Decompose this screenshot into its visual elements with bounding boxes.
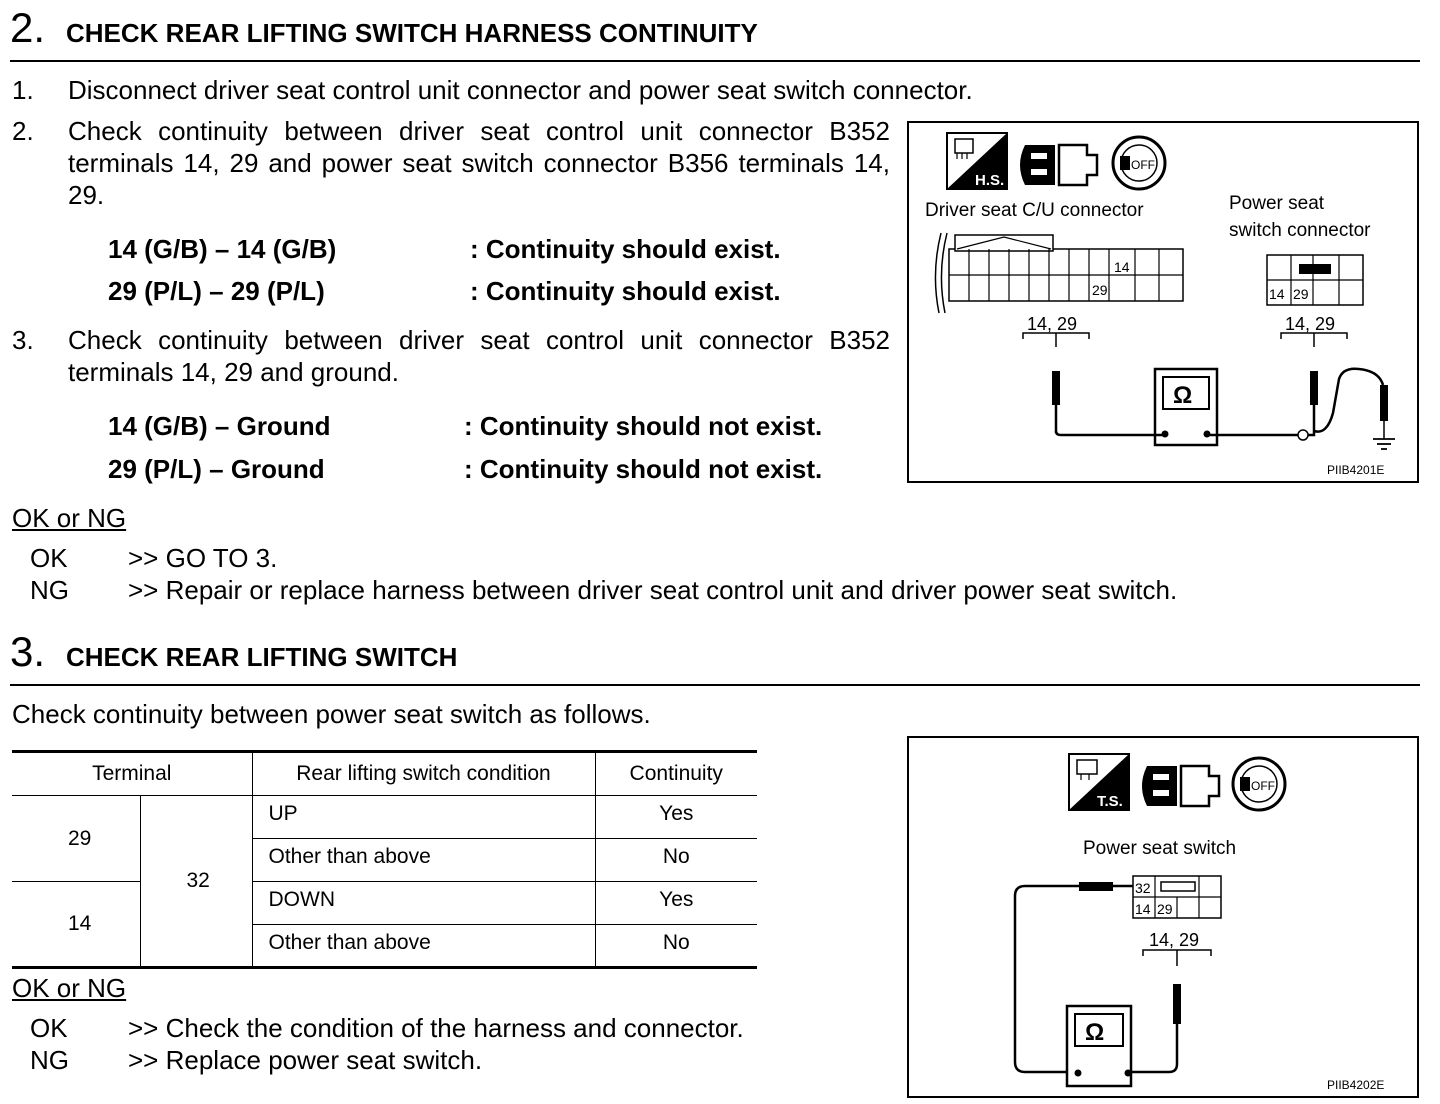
continuity-table xyxy=(12,750,757,969)
off-text: OFF xyxy=(1131,158,1155,172)
step-2-number: 2. xyxy=(12,116,34,146)
ng-text-3: >> Replace power seat switch. xyxy=(128,1045,483,1075)
figure-switch-check xyxy=(907,736,1419,1098)
cu-term-29: 29 xyxy=(1092,282,1108,298)
cell-condition: Other than above xyxy=(252,839,595,882)
check-b-1-result: : Continuity should not exist. xyxy=(464,411,823,441)
check-a-2-pair: 29 (P/L) – 29 (P/L) xyxy=(108,276,325,306)
ng-label-2: NG xyxy=(30,575,69,605)
cell-condition: Other than above xyxy=(252,925,595,968)
cu-connector-shape xyxy=(935,233,1183,313)
ok-text-2: >> GO TO 3. xyxy=(128,543,278,573)
ohm-symbol: Ω xyxy=(1085,1019,1105,1046)
cell-continuity: No xyxy=(595,839,757,882)
step-1-number: 1. xyxy=(12,75,34,105)
connector-icon xyxy=(1020,145,1097,185)
section-2-title: CHECK REAR LIFTING SWITCH HARNESS CONTINUITY xyxy=(66,18,758,48)
ok-label-2: OK xyxy=(30,543,68,573)
ts-badge-text: T.S. xyxy=(1097,793,1123,810)
section-3-number: 3. xyxy=(10,628,46,675)
ng-text-2: >> Repair or replace harness between driver seat control unit and driver power seat switch. xyxy=(128,575,1178,605)
sw2-term-29: 29 xyxy=(1157,901,1173,917)
cell-term-29: 29 xyxy=(12,796,140,882)
check-b-2-pair: 29 (P/L) – Ground xyxy=(108,454,325,484)
probe-right-label: 14, 29 xyxy=(1285,314,1336,334)
ok-ng-heading-3: OK or NG xyxy=(12,973,127,1003)
cell-continuity: No xyxy=(595,925,757,968)
cell-condition: UP xyxy=(252,796,595,839)
power-seat-switch-label: Power seat switch xyxy=(1083,838,1237,859)
step-3-number: 3. xyxy=(12,325,34,355)
cell-continuity: Yes xyxy=(595,796,757,839)
cu-connector-label: Driver seat C/U connector xyxy=(925,200,1144,221)
switch-connector-shape xyxy=(1267,255,1363,305)
cell-term-14: 14 xyxy=(12,882,140,968)
sw-term-29: 29 xyxy=(1293,286,1309,302)
figure-2-code: PIIB4202E xyxy=(1327,1078,1385,1092)
ignition-off-icon xyxy=(1233,758,1285,810)
cell-term-32: 32 xyxy=(140,796,252,968)
figure-1-code: PIIB4201E xyxy=(1327,463,1385,477)
ignition-off-icon xyxy=(1113,137,1165,189)
ts-badge-icon xyxy=(1069,754,1129,810)
check-a-2-result: : Continuity should exist. xyxy=(470,276,781,306)
switch-diagram xyxy=(909,738,1417,1096)
sw2-term-32: 32 xyxy=(1135,880,1151,896)
ground-symbol-icon xyxy=(1373,421,1395,449)
off-text: OFF xyxy=(1251,779,1275,793)
section-3-intro: Check continuity between power seat switch as follows. xyxy=(12,699,651,729)
cell-condition: DOWN xyxy=(252,882,595,925)
header-continuity: Continuity xyxy=(595,752,757,796)
ohmmeter-icon xyxy=(1067,1006,1132,1086)
connector-icon xyxy=(1142,766,1219,806)
header-condition: Rear lifting switch condition xyxy=(252,752,595,796)
check-a-1-result: : Continuity should exist. xyxy=(470,234,781,264)
ohmmeter-icon xyxy=(1155,369,1217,445)
sw2-term-14: 14 xyxy=(1135,901,1151,917)
step-1-text: Disconnect driver seat control unit connector and power seat switch connector. xyxy=(68,75,973,105)
switch-connector-label-1: Power seat xyxy=(1229,193,1325,214)
sw-term-14: 14 xyxy=(1269,286,1285,302)
section-2-number: 2. xyxy=(10,4,46,51)
ok-ng-heading-2: OK or NG xyxy=(12,503,127,533)
step-2-text: Check continuity between driver seat control unit connector B352 terminals 14, 29 and power seat switch connector B356 terminals 14, 29. xyxy=(68,116,890,210)
table-row xyxy=(12,882,757,925)
step-3-text: Check continuity between driver seat control unit connector B352 terminals 14, 29 and ground. xyxy=(68,325,890,387)
probe-label: 14, 29 xyxy=(1149,930,1200,950)
ng-label-3: NG xyxy=(30,1045,69,1075)
table-row xyxy=(12,796,757,839)
section-3-header xyxy=(10,628,1420,686)
check-a-1-pair: 14 (G/B) – 14 (G/B) xyxy=(108,234,337,264)
ok-label-3: OK xyxy=(30,1013,68,1043)
harness-diagram xyxy=(909,123,1417,481)
probe-left-label: 14, 29 xyxy=(1027,314,1078,334)
cu-term-14: 14 xyxy=(1114,259,1130,275)
ohm-symbol: Ω xyxy=(1173,382,1193,409)
hs-badge-text: H.S. xyxy=(975,172,1005,189)
check-b-1-pair: 14 (G/B) – Ground xyxy=(108,411,331,441)
check-b-2-result: : Continuity should not exist. xyxy=(464,454,823,484)
cell-continuity: Yes xyxy=(595,882,757,925)
switch-connector-label-2: switch connector xyxy=(1229,220,1371,241)
ok-text-3: >> Check the condition of the harness and connector. xyxy=(128,1013,744,1043)
table-header-row xyxy=(12,752,757,796)
hs-badge-icon xyxy=(947,133,1007,189)
header-terminal: Terminal xyxy=(12,752,252,796)
figure-harness-continuity xyxy=(907,121,1419,483)
switch-connector-shape xyxy=(1133,876,1221,918)
section-2-header xyxy=(10,4,1420,62)
section-3-title: CHECK REAR LIFTING SWITCH xyxy=(66,642,458,672)
